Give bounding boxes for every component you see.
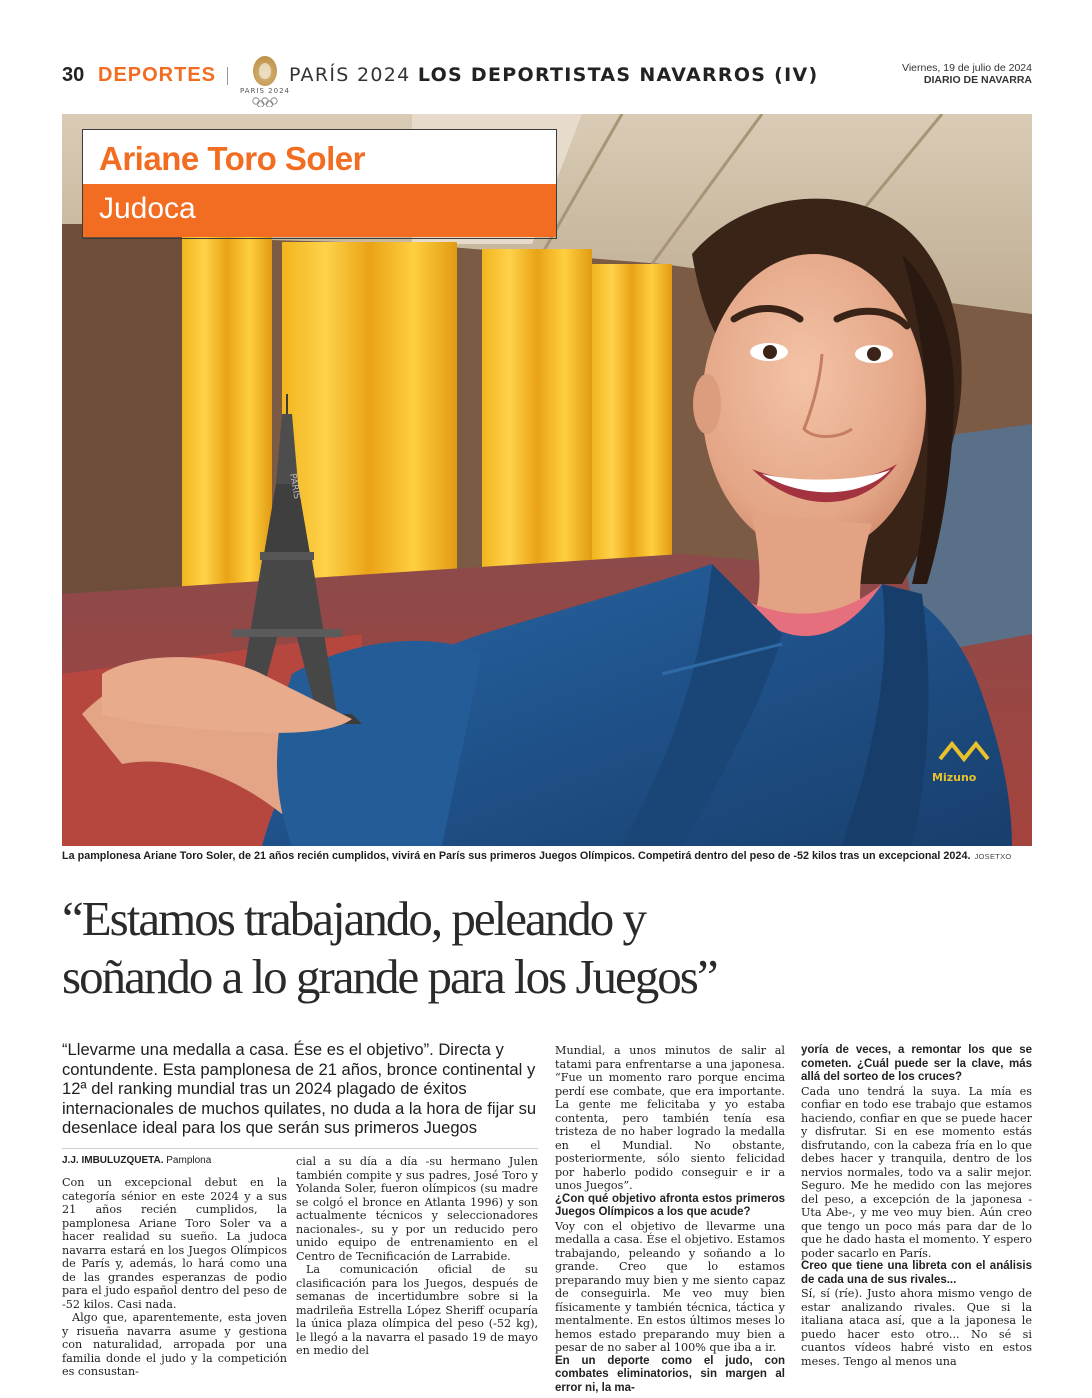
olympic-rings-icon: [250, 97, 280, 107]
article-intro: “Llevarme una medalla a casa. Ése es el objetivo”. Directa y contundente. Esta pamplonesa de 21 años, bronce continental y 12ª del ranking mundial tras un 2024 plagado de éxitos internacionales de muchos quilates, no duda a la hora de fijar su desenlace ideal para los que serán sus primeros Juegos: [62, 1040, 537, 1138]
interview-question: Creo que tiene una libreta con el análisis de cada una de sus rivales...: [801, 1260, 1032, 1286]
section-name: DEPORTES: [98, 64, 217, 86]
headline: [62, 890, 1042, 1006]
paragraph: cial a su día a día -su hermano Julen también compite y sus padres, José Toro y Yolanda Soler, fueron olímpicos (su madre se colgó el bronce en Atlanta 1996) y son actualmente técnicos y seleccionadores nacionales-, su y por un reducido pero unido equipo de entrenamiento en el Centro de Tecnificación de Larrabide.: [296, 1155, 538, 1263]
main-photo: [62, 114, 1032, 846]
headline-line-1: “Estamos trabajando, peleando y: [62, 891, 645, 946]
issue-date: Viernes, 19 de julio de 2024: [902, 62, 1032, 74]
body-column-1: [62, 1155, 287, 1379]
photo-credit: JOSETXO: [974, 852, 1012, 861]
header-divider: [227, 67, 228, 85]
newspaper-name: DIARIO DE NAVARRA: [923, 74, 1032, 86]
interview-question: yoría de veces, a remontar los que se cometen. ¿Cuál puede ser la clave, más allá del sorteo de los cruces?: [801, 1044, 1032, 1083]
page-header: [62, 56, 1032, 96]
photo-caption: [62, 850, 1037, 862]
olympic-flame-icon: [253, 56, 277, 86]
byline-author: J.J. IMBULUZQUETA.: [62, 1155, 164, 1166]
interview-question: ¿Con qué objetivo afronta estos primeros Juegos Olímpicos a los que acude?: [555, 1192, 785, 1218]
logo-text: PARIS 2024: [240, 87, 290, 95]
athlete-discipline: Judoca: [83, 184, 556, 237]
page-number: 30: [62, 64, 85, 86]
interview-question: En un deporte como el judo, con combates eliminatorios, sin margen al error ni, la ma-: [555, 1354, 785, 1394]
caption-text: La pamplonesa Ariane Toro Soler, de 21 años recién cumplidos, vivirá en París sus primeros Juegos Olímpicos. Competirá dentro del peso de -52 kilos tras un excepcional 2024.: [62, 850, 971, 862]
paragraph: La comunicación oficial de su clasificación para los Juegos, después de semanas de incertidumbre sobre si la madrileña Estrella López Sheriff ocuparía la única plaza olímpica del peso (-52 kg), le llegó a la navarra el pasado 19 de mayo en medio del: [296, 1263, 538, 1357]
paragraph: Con un excepcional debut en la categoría sénior en este 2024 y a sus 21 años recién cumplidos, la pamplonesa Ariane Toro Soler va a hacer realidad su sueño. La judoca navarra estará en los Juegos Olímpicos de París y, además, lo hará como una de las grandes esperanzas de podio para el judo español dentro del peso de -52 kilos. Casi nada.: [62, 1176, 287, 1311]
intro-divider: [62, 1148, 538, 1149]
kicker-bold: LOS DEPORTISTAS NAVARROS (IV): [417, 64, 819, 86]
body-column-2: [296, 1155, 538, 1358]
svg-text:PARIS: PARIS: [287, 472, 302, 500]
series-kicker: [289, 64, 819, 86]
paragraph: Algo que, aparentemente, esta joven y risueña navarra asume y gestiona con naturalidad, arropada por una familia donde el judo y la competición es consustan-: [62, 1311, 287, 1378]
headline-line-2: soñando a lo grande para los Juegos”: [62, 949, 717, 1004]
interview-answer: Sí, sí (ríe). Justo ahora mismo vengo de estar analizando rivales. Que si la italiana ataca así, que a la japonesa le puedo hacer esto otro... No sé si cuantos vídeos habré visto en estos meses. Tengo al menos una: [801, 1287, 1032, 1368]
byline-place: Pamplona: [166, 1155, 212, 1166]
kicker-light: PARÍS 2024: [289, 64, 411, 86]
athlete-name: Ariane Toro Soler: [83, 130, 556, 184]
interview-answer: Voy con el objetivo de llevarme una medalla a casa. Ése el objetivo. Estamos trabajando, peleando y soñando a lo grande. Creo que lo estamos preparando muy bien y me siento capaz de conseguirla. Me veo muy bien físicamente y también técnica, táctica y mentalmente. En estos últimos meses lo hemos estado preparando muy bien a pesar de no saber al 100% que iba a ir.: [555, 1219, 785, 1354]
byline: [62, 1155, 287, 1166]
brand-mark-text: Mizuno: [932, 771, 977, 784]
paris-2024-logo: [239, 56, 291, 110]
profile-label: [82, 129, 557, 239]
body-column-3: [555, 1044, 785, 1395]
dateline: [902, 62, 1032, 86]
body-column-4: [801, 1044, 1032, 1368]
paragraph: Mundial, a unos minutos de salir al tatami para enfrentarse a una japonesa. “Fue un momento raro porque encima perdí ese combate, que era importante. La gente me felicitaba y yo estaba contenta, pero también tenía esa tristeza de no haber logrado la medalla en el Mundial. No obstante, posteriormente, sólo siento felicidad por haberlo podido conseguir e ir a unos Juegos”.: [555, 1044, 785, 1192]
interview-answer: Cada uno tendrá la suya. La mía es confiar en todo ese trabajo que estamos haciendo, confiar en que se puede hacer y disfrutar. Si en ese momento estás disfrutando, con la cabeza fría en lo que debes hacer y tranquila, dentro de los nervios normales, todo va a salir mejor. Seguro. Me he medido con las mejores del peso, a excepción de la japonesa -Uta Abe-, y me veo muy bien. Aún creo que tengo un poco más para dar de lo que he dado hasta el momento. Y espero poder sacarlo en París.: [801, 1084, 1032, 1260]
